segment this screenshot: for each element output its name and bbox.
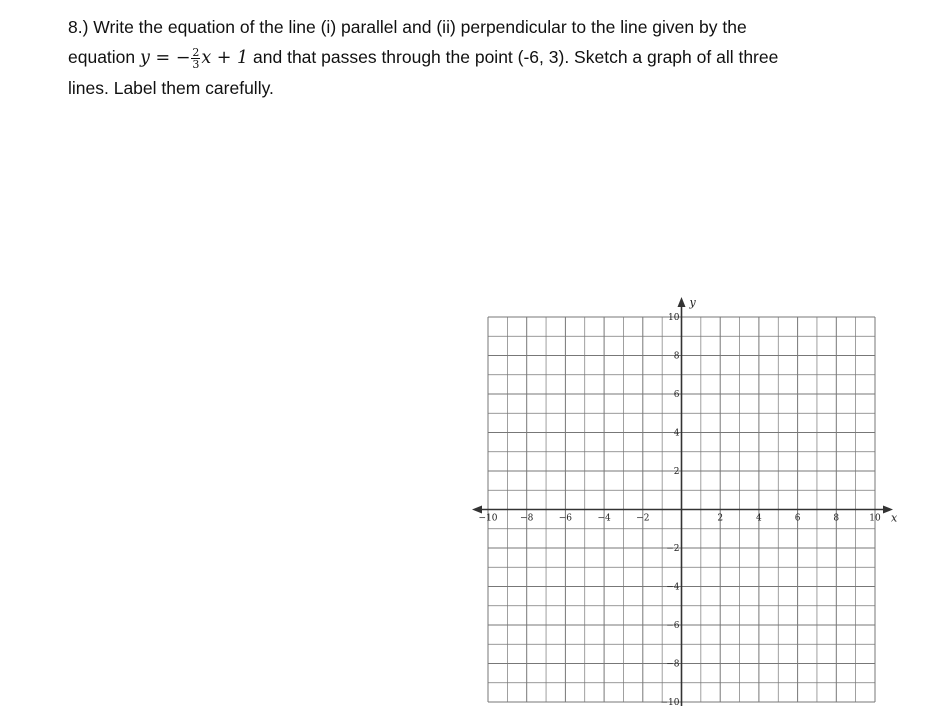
y-tick-label: 10 <box>668 313 680 323</box>
equation-rest: x + 1 <box>201 48 249 68</box>
x-tick-label: 8 <box>833 513 840 524</box>
x-axis-label: x <box>891 511 898 525</box>
fraction-numerator: 2 <box>192 46 200 59</box>
x-tick-label: −10 <box>478 513 498 524</box>
y-axis-top-arrow <box>678 297 686 307</box>
x-tick-label: 10 <box>869 513 881 524</box>
equation-equals: = − <box>149 48 191 68</box>
x-tick-label: −8 <box>520 513 534 524</box>
question-line-2 <box>68 42 888 73</box>
fraction-denominator: 3 <box>192 58 200 71</box>
tick-labels <box>479 296 899 708</box>
x-tick-label: −2 <box>636 513 650 524</box>
y-tick-label: 2 <box>673 467 680 477</box>
x-tick-label: 4 <box>756 513 762 524</box>
equation-prefix: equation <box>68 47 141 67</box>
coordinate-grid-svg <box>470 290 910 713</box>
coordinate-grid <box>470 290 910 713</box>
question-text <box>68 12 888 103</box>
question-line-3: lines. Label them carefully. <box>68 78 274 98</box>
x-tick-label: 2 <box>717 513 724 524</box>
x-tick-label: 6 <box>794 513 801 524</box>
y-axis-label: y <box>689 296 696 309</box>
axes <box>472 297 893 706</box>
y-tick-label: 4 <box>673 428 680 439</box>
y-tick-label: −2 <box>666 544 680 554</box>
y-tick-label: 8 <box>673 351 680 362</box>
x-tick-label: −6 <box>558 513 573 524</box>
equation-suffix: and that passes through the point (-6, 3). Sketch a graph of all three <box>248 47 779 67</box>
y-tick-label: 6 <box>673 390 680 400</box>
y-tick-label: −6 <box>666 621 680 631</box>
equation-y: y <box>140 48 150 68</box>
x-tick-label: −4 <box>597 513 611 524</box>
y-tick-label: −10 <box>660 698 680 708</box>
equation <box>140 46 249 71</box>
y-tick-label: −8 <box>666 659 680 670</box>
y-tick-label: −4 <box>666 582 680 593</box>
x-axis-left-arrow <box>472 506 482 514</box>
question-line-1: 8.) Write the equation of the line (i) parallel and (ii) perpendicular to the line given by the <box>68 17 747 37</box>
equation-fraction <box>191 47 200 70</box>
